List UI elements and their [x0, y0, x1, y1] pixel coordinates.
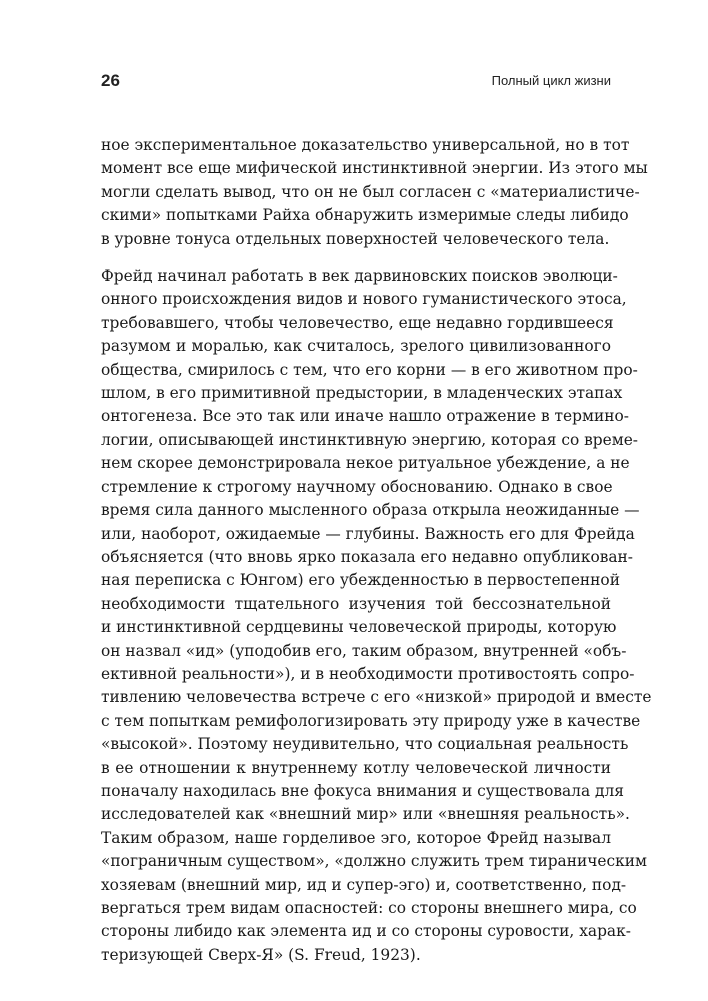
text-line: хозяевам (внешний мир, ид и супер-эго) и, соответственно, под- — [101, 875, 627, 894]
text-line: «высокой». Поэтому неудивительно, что социальная реальность — [101, 735, 629, 754]
page-header — [101, 71, 611, 95]
text-line: с тем попыткам ремифологизировать эту природу уже в качестве — [101, 711, 641, 730]
text-line: «пограничным существом», «должно служить трем тираническим — [101, 852, 647, 871]
text-line: шлом, в его примитивной предыстории, в младенческих этапах — [101, 384, 623, 403]
text-line: нем скорее демонстрировала некое ритуальное убеждение, а не — [101, 454, 630, 473]
text-line: требовавшего, чтобы человечество, еще недавно гордившееся — [101, 313, 614, 332]
text-line: и инстинктивной сердцевины человеческой природы, которую — [101, 618, 617, 637]
text-line: необходимости тщательного изучения той бессознательной — [101, 594, 611, 613]
text-line: общества, смирилось с тем, что его корни — в его животном про- — [101, 360, 638, 379]
text-line: теризующей Сверх-Я» (S. Freud, 1923). — [101, 945, 421, 964]
text-line: ная переписка с Юнгом) его убежденностью в первостепенной — [101, 571, 620, 590]
paragraph-2 — [101, 265, 652, 967]
page-number: 26 — [101, 71, 120, 90]
text-line: момент все еще мифической инстинктивной энергии. Из этого мы — [101, 159, 648, 178]
text-line: в уровне тонуса отдельных поверхностей человеческого тела. — [101, 229, 610, 248]
text-line: Таким образом, наше горделивое эго, которое Фрейд называл — [101, 828, 611, 847]
text-line: логии, описывающей инстинктивную энергию, которая со време- — [101, 430, 639, 449]
text-line: Фрейд начинал работать в век дарвиновских поисков эволюци- — [101, 267, 618, 286]
text-line: могли сделать вывод, что он не был согласен с «материалистиче- — [101, 182, 640, 201]
text-line: время сила данного мысленного образа открыла неожиданные — — [101, 501, 640, 520]
text-line: разумом и моралью, как считалось, зрелого цивилизованного — [101, 337, 611, 356]
text-line: онного происхождения видов и нового гуманистического этоса, — [101, 290, 627, 309]
text-line: исследователей как «внешний мир» или «внешняя реальность». — [101, 805, 630, 824]
text-line: ное экспериментальное доказательство универсальной, но в тот — [101, 136, 630, 154]
text-line: вергаться трем видам опасностей: со стороны внешнего мира, со — [101, 899, 637, 917]
text-line: скими» попытками Райха обнаружить измеримые следы либидо — [101, 206, 629, 225]
text-line: онтогенеза. Все это так или иначе нашло отражение в термино- — [101, 407, 629, 426]
running-title: Полный цикл жизни — [491, 73, 611, 88]
text-line: тивлению человечества встрече с его «низкой» природой и вместе — [101, 688, 652, 707]
text-line: поначалу находилась вне фокуса внимания и существовала для — [101, 781, 624, 800]
paragraph-gap — [101, 251, 611, 265]
text-line: стремление к строгому научному обоснованию. Однако в свое — [101, 477, 613, 496]
text-line: объясняется (что вновь ярко показала его недавно опубликован- — [101, 547, 634, 566]
paragraph-1 — [101, 134, 648, 251]
body-text — [101, 134, 652, 967]
text-line: он назвал «ид» (уподобив его, таким образом, внутренней «объ- — [101, 641, 627, 660]
text-line: стороны либидо как элемента ид и со стороны суровости, харак- — [101, 922, 631, 941]
text-line: в ее отношении к внутреннему котлу человеческой личности — [101, 758, 611, 777]
text-line: ективной реальности»), и в необходимости противостоять сопро- — [101, 664, 635, 683]
text-line: или, наоборот, ожидаемые — глубины. Важность его для Фрейда — [101, 524, 635, 543]
